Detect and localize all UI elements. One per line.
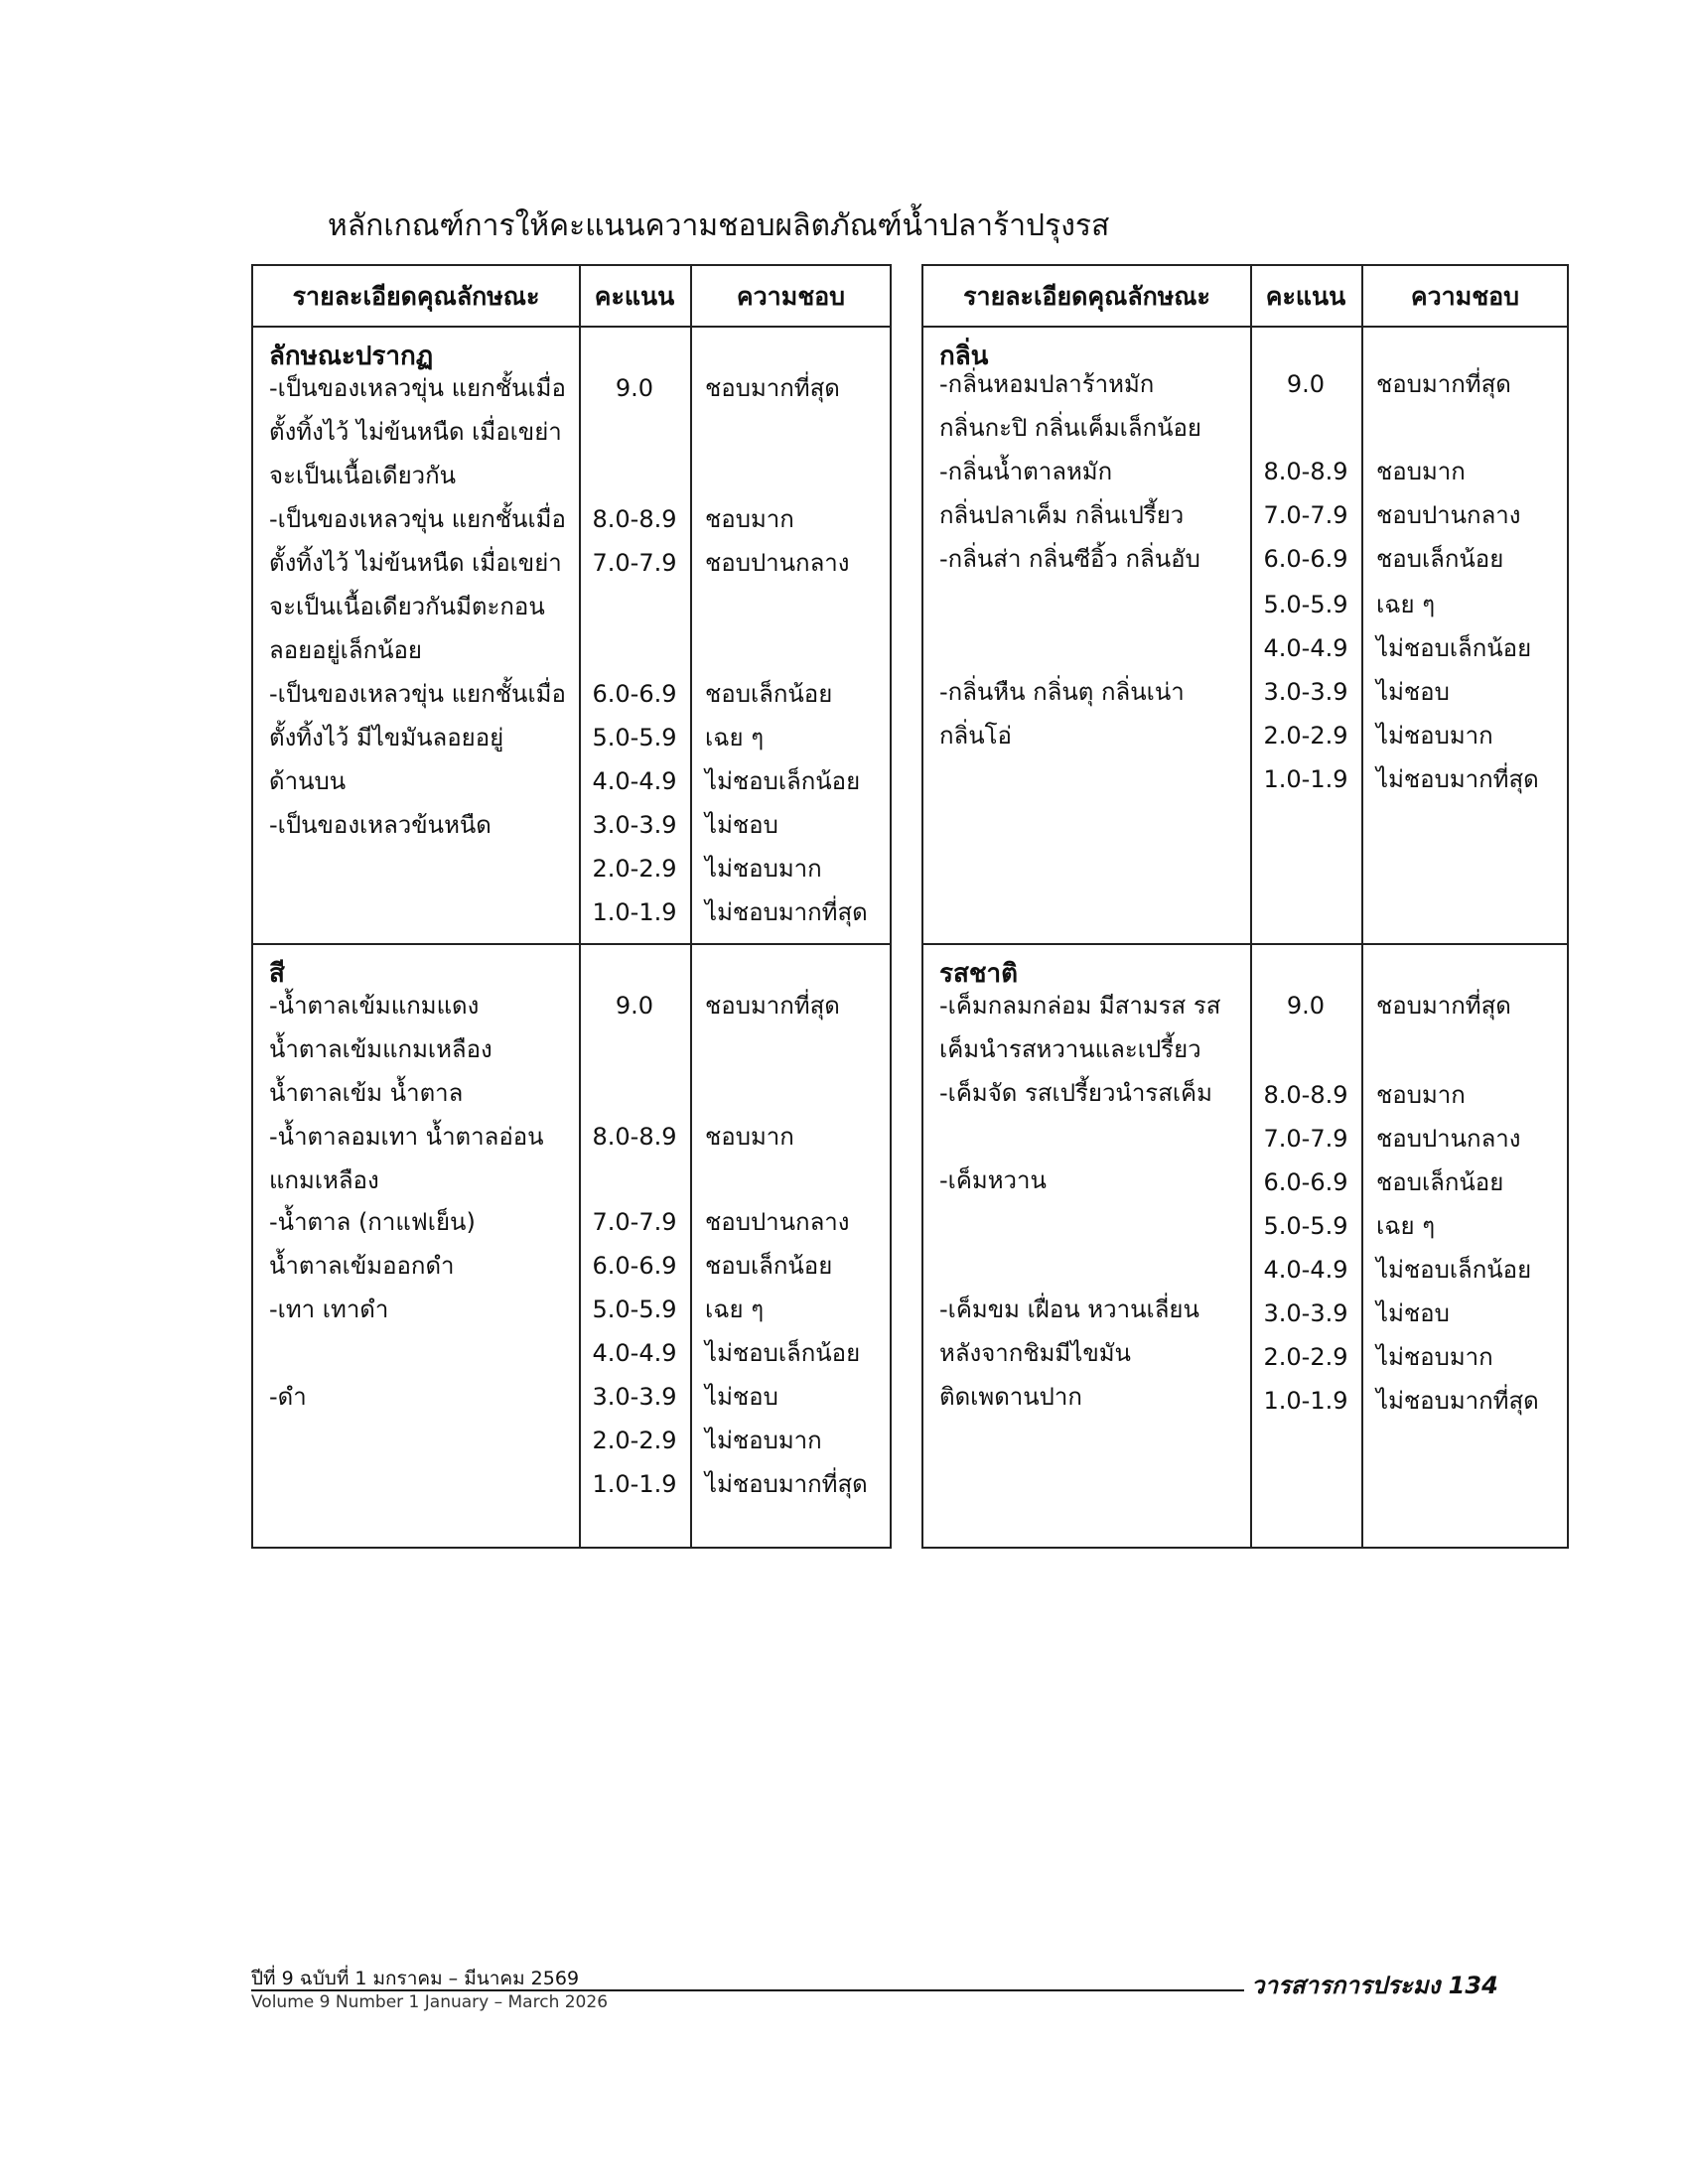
- liking-value: ไม่ชอบมาก: [705, 1427, 822, 1454]
- liking-value: ชอบมาก: [705, 505, 794, 533]
- liking-value: ไม่ชอบมากที่สุด: [1376, 765, 1539, 793]
- criteria-line: ติดเพดานปาก: [939, 1383, 1082, 1411]
- criteria-line: ลอยอยู่เล็กน้อย: [269, 636, 422, 664]
- liking-value: ชอบมาก: [1376, 458, 1466, 485]
- liking-value: เฉย ๆ: [1376, 591, 1436, 618]
- table-caption: หลักเกณฑ์การให้คะแนนความชอบผลิตภัณฑ์น้ำปลาร้าปรุงรส: [328, 208, 1110, 243]
- right-criteria-table: [921, 264, 1569, 1549]
- criteria-line: -เป็นของเหลวขุ่น แยกชั้นเมื่อ: [269, 505, 566, 533]
- criteria-line: -เค็มขม เฝื่อน หวานเลี่ยน: [939, 1296, 1199, 1323]
- score-value: 8.0-8.9: [1263, 458, 1348, 485]
- liking-value: ไม่ชอบ: [705, 1383, 778, 1411]
- liking-value: ชอบปานกลาง: [705, 549, 850, 577]
- liking-value: ไม่ชอบ: [1376, 678, 1450, 706]
- section-title: รสชาติ: [939, 959, 1018, 989]
- score-value: 5.0-5.9: [1263, 591, 1348, 618]
- header-detail: รายละเอียดคุณลักษณะ: [963, 282, 1210, 311]
- section-taste: [923, 945, 1567, 1549]
- criteria-line: จะเป็นเนื้อเดียวกัน: [269, 462, 457, 489]
- criteria-line: -เป็นของเหลวขุ่น แยกชั้นเมื่อ: [269, 374, 566, 402]
- score-value: 5.0-5.9: [592, 724, 677, 751]
- liking-value: ไม่ชอบเล็กน้อย: [1376, 1256, 1532, 1284]
- score-value: 7.0-7.9: [1263, 501, 1348, 529]
- header-score: คะแนน: [1265, 282, 1346, 311]
- criteria-line: ตั้งทิ้งไว้ มีไขมันลอยอยู่: [269, 724, 504, 751]
- score-value: 8.0-8.9: [592, 505, 677, 533]
- header-detail: รายละเอียดคุณลักษณะ: [292, 282, 540, 311]
- score-value: 7.0-7.9: [592, 549, 677, 577]
- criteria-line: น้ำตาลเข้มออกดำ: [269, 1252, 455, 1280]
- criteria-line: หลังจากชิมมีไขมัน: [939, 1339, 1131, 1367]
- score-value: 2.0-2.9: [592, 1427, 677, 1454]
- criteria-line: -เค็มจัด รสเปรี้ยวนำรสเค็ม: [939, 1079, 1212, 1107]
- liking-value: ชอบเล็กน้อย: [1376, 545, 1504, 573]
- liking-value: ไม่ชอบมากที่สุด: [705, 898, 868, 926]
- section-odor: [923, 328, 1567, 943]
- score-value: 1.0-1.9: [592, 898, 677, 926]
- score-value: 1.0-1.9: [1263, 1387, 1348, 1415]
- criteria-line: เค็มนำรสหวานและเปรี้ยว: [939, 1035, 1201, 1063]
- criteria-line: -เป็นของเหลวข้นหนืด: [269, 811, 492, 839]
- score-value: 5.0-5.9: [1263, 1212, 1348, 1240]
- liking-value: ชอบเล็กน้อย: [705, 1252, 833, 1280]
- score-value: 9.0: [615, 374, 654, 402]
- score-value: 4.0-4.9: [592, 767, 677, 795]
- header-liking: ความชอบ: [1410, 282, 1520, 311]
- score-value: 6.0-6.9: [592, 1252, 677, 1280]
- liking-value: ไม่ชอบ: [1376, 1299, 1450, 1327]
- criteria-line: -ดำ: [269, 1383, 307, 1411]
- criteria-line: แกมเหลือง: [269, 1166, 379, 1194]
- criteria-line: ด้านบน: [269, 767, 347, 795]
- criteria-line: ตั้งทิ้งไว้ ไม่ข้นหนืด เมื่อเขย่า: [269, 549, 562, 577]
- criteria-line: -เทา เทาดำ: [269, 1296, 389, 1323]
- liking-value: ชอบปานกลาง: [1376, 1125, 1521, 1153]
- left-criteria-table: [251, 264, 892, 1549]
- criteria-line: -น้ำตาล (กาแฟเย็น): [269, 1208, 476, 1236]
- criteria-line: น้ำตาลเข้มแกมเหลือง: [269, 1035, 492, 1063]
- criteria-line: กลิ่นโอ่: [939, 722, 1012, 750]
- liking-value: ชอบเล็กน้อย: [705, 680, 833, 708]
- liking-value: ไม่ชอบมาก: [705, 855, 822, 883]
- score-value: 3.0-3.9: [1263, 1299, 1348, 1327]
- liking-value: ชอบปานกลาง: [705, 1208, 850, 1236]
- criteria-line: -เค็มหวาน: [939, 1166, 1047, 1194]
- score-value: 4.0-4.9: [592, 1339, 677, 1367]
- footer-rule: [251, 1989, 1244, 1991]
- footer-issue-thai: ปีที่ 9 ฉบับที่ 1 มกราคม – มีนาคม 2569: [251, 1968, 580, 1989]
- score-value: 1.0-1.9: [592, 1470, 677, 1498]
- criteria-line: -น้ำตาลเข้มแกมแดง: [269, 992, 480, 1020]
- liking-value: ไม่ชอบเล็กน้อย: [705, 1339, 861, 1367]
- score-value: 8.0-8.9: [1263, 1081, 1348, 1109]
- liking-value: ชอบมากที่สุด: [705, 992, 840, 1020]
- section-appearance: [253, 328, 890, 943]
- liking-value: เฉย ๆ: [705, 724, 765, 751]
- liking-value: ไม่ชอบมาก: [1376, 722, 1493, 750]
- header-score: คะแนน: [594, 282, 675, 311]
- score-value: 7.0-7.9: [1263, 1125, 1348, 1153]
- score-value: 5.0-5.9: [592, 1296, 677, 1323]
- liking-value: เฉย ๆ: [1376, 1212, 1436, 1240]
- score-value: 3.0-3.9: [592, 1383, 677, 1411]
- score-value: 4.0-4.9: [1263, 1256, 1348, 1284]
- section-title: สี: [269, 959, 285, 989]
- score-value: 9.0: [1286, 992, 1326, 1020]
- score-value: 3.0-3.9: [1263, 678, 1348, 706]
- score-value: 2.0-2.9: [1263, 1343, 1348, 1371]
- score-value: 7.0-7.9: [592, 1208, 677, 1236]
- liking-value: ไม่ชอบเล็กน้อย: [705, 767, 861, 795]
- liking-value: ชอบมากที่สุด: [1376, 370, 1511, 398]
- liking-value: ชอบปานกลาง: [1376, 501, 1521, 529]
- score-value: 4.0-4.9: [1263, 634, 1348, 662]
- criteria-line: -กลิ่นหอมปลาร้าหมัก: [939, 370, 1155, 398]
- section-color: [253, 945, 890, 1549]
- score-value: 6.0-6.9: [1263, 545, 1348, 573]
- footer-issue-english: Volume 9 Number 1 January – March 2026: [251, 1992, 609, 2012]
- liking-value: เฉย ๆ: [705, 1296, 765, 1323]
- criteria-line: กลิ่นปลาเค็ม กลิ่นเปรี้ยว: [939, 501, 1185, 529]
- liking-value: ไม่ชอบ: [705, 811, 778, 839]
- score-value: 6.0-6.9: [592, 680, 677, 708]
- liking-value: ชอบมากที่สุด: [1376, 992, 1511, 1020]
- liking-value: ชอบมากที่สุด: [705, 374, 840, 402]
- liking-value: ชอบมาก: [705, 1123, 794, 1151]
- liking-value: ชอบมาก: [1376, 1081, 1466, 1109]
- score-value: 3.0-3.9: [592, 811, 677, 839]
- liking-value: ไม่ชอบเล็กน้อย: [1376, 634, 1532, 662]
- score-value: 1.0-1.9: [1263, 765, 1348, 793]
- score-value: 2.0-2.9: [1263, 722, 1348, 750]
- liking-value: ไม่ชอบมากที่สุด: [705, 1470, 868, 1498]
- criteria-line: -น้ำตาลอมเทา น้ำตาลอ่อน: [269, 1123, 544, 1151]
- liking-value: ชอบเล็กน้อย: [1376, 1168, 1504, 1196]
- criteria-line: -กลิ่นส่า กลิ่นซีอิ้ว กลิ่นอับ: [939, 545, 1200, 573]
- section-title: ลักษณะปรากฏ: [269, 341, 434, 371]
- criteria-line: -เป็นของเหลวขุ่น แยกชั้นเมื่อ: [269, 680, 566, 708]
- score-value: 6.0-6.9: [1263, 1168, 1348, 1196]
- score-value: 9.0: [1286, 370, 1326, 398]
- header-liking: ความชอบ: [736, 282, 846, 311]
- criteria-line: -กลิ่นหืน กลิ่นตุ กลิ่นเน่า: [939, 678, 1185, 706]
- criteria-line: -กลิ่นน้ำตาลหมัก: [939, 458, 1113, 485]
- liking-value: ไม่ชอบมากที่สุด: [1376, 1387, 1539, 1415]
- criteria-line: -เค็มกลมกล่อม มีสามรส รส: [939, 992, 1221, 1020]
- score-value: 8.0-8.9: [592, 1123, 677, 1151]
- score-value: 9.0: [615, 992, 654, 1020]
- criteria-line: น้ำตาลเข้ม น้ำตาล: [269, 1079, 464, 1107]
- criteria-line: ตั้งทิ้งไว้ ไม่ข้นหนืด เมื่อเขย่า: [269, 418, 562, 446]
- score-value: 2.0-2.9: [592, 855, 677, 883]
- criteria-line: กลิ่นกะปิ กลิ่นเค็มเล็กน้อย: [939, 414, 1201, 442]
- criteria-line: จะเป็นเนื้อเดียวกันมีตะกอน: [269, 593, 545, 620]
- journal-name-page: วารสารการประมง 134: [1251, 1972, 1498, 1999]
- section-title: กลิ่น: [939, 341, 989, 371]
- liking-value: ไม่ชอบมาก: [1376, 1343, 1493, 1371]
